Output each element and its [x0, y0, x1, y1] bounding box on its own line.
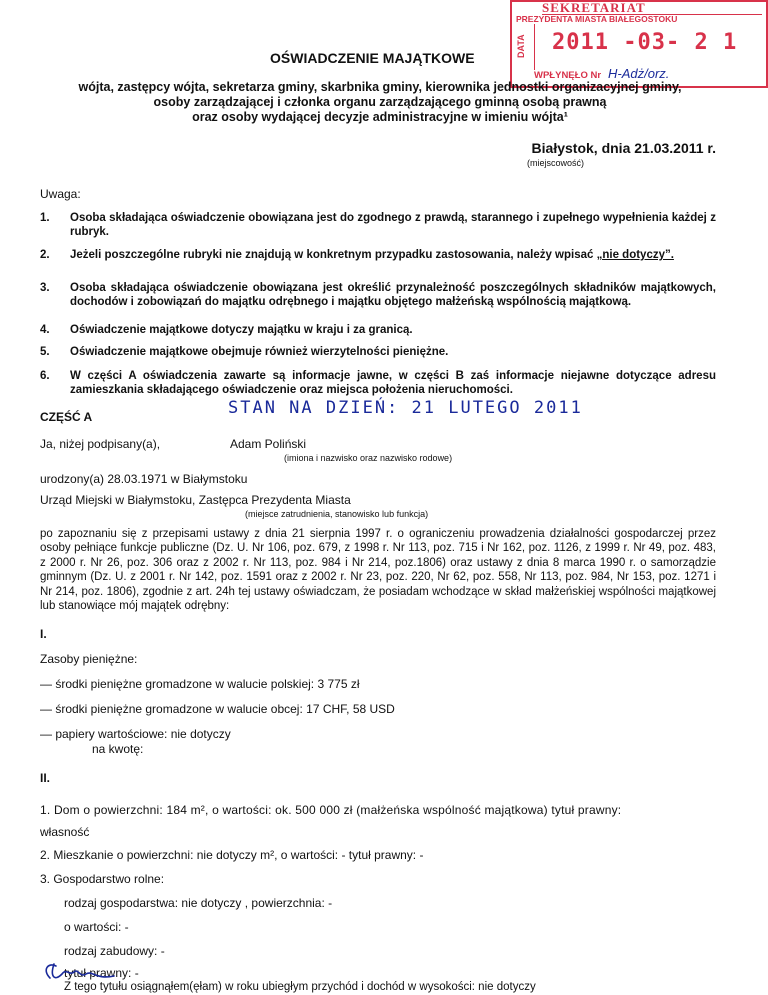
stamp-received-number: H-Adż/orz.	[608, 66, 670, 81]
cash-pln: — środki pieniężne gromadzone w walucie polskiej: 3 775 zł	[40, 677, 360, 691]
legal-paragraph: po zapoznaniu się z przepisami ustawy z dnia 21 sierpnia 1997 r. o ograniczeniu prowadzenia działalności gospodarczej przez osoby pełniące funkcje publiczne (Dz. U. Nr 106, poz. 679, z 1998 r. Nr 113, poz. 715 i Nr 162, poz. 1126, z 1999 r. Nr 49, poz. 483, z 2000 r. Nr 26, poz. 306 oraz z 2002 r. Nr 113, poz. 984 i Nr 214, poz.1806) oraz ustawy z dnia 8 marca 1990 r. o samorządzie gminnym (Dz. U. z 2001 r. Nr 142, poz. 1591 oraz z 2002 r. Nr 23, poz. 220, Nr 62, poz. 558, Nr 113, poz. 984, Nr 153, poz. 1271 i Nr 214, poz. 1806), zgodnie z art. 24h tej ustawy oświadczam, że posiadam wchodzące w skład małżeńskiej wspólności majątkowej lub stanowiące mój majątek odrębny:	[40, 528, 716, 613]
note-item-4	[40, 324, 716, 338]
note-text: Oświadczenie majątkowe dotyczy majątku w kraju i za granicą.	[70, 324, 413, 336]
note-number: 5.	[40, 346, 50, 358]
note-emphasis: „nie dotyczy”.	[596, 249, 674, 261]
note-text: Oświadczenie majątkowe obejmuje również wierzytelności pieniężne.	[70, 346, 449, 358]
note-text: Osoba składająca oświadczenie obowiązana jest określić przynależność poszczególnych składników majątkowych, dochodów i zobowiązań do majątku odrębnego i majątku objętego małżeńską wspólnością majątkową.	[70, 282, 716, 308]
stamp-received-label: WPŁYNĘŁO Nr	[534, 70, 602, 81]
note-number: 2.	[40, 249, 50, 261]
note-item-3	[40, 282, 716, 309]
farm-type: rodzaj gospodarstwa: nie dotyczy , powierzchnia: -	[64, 896, 333, 910]
name-hint: (imiona i nazwisko oraz nazwisko rodowe)	[284, 453, 453, 463]
place-date: Białystok, dnia 21.03.2011 r.	[531, 140, 716, 156]
stamp-divider	[534, 24, 535, 70]
subtitle-line-3: oraz osoby wydającej decyzje administracyjne w imieniu wójta¹	[192, 110, 568, 124]
subtitle-line-1: wójta, zastępcy wójta, sekretarza gminy, skarbnika gminy, kierownika jednostki organizacyjnej gminy,	[78, 80, 682, 94]
employer-info: Urząd Miejski w Białymstoku, Zastępca Prezydenta Miasta	[40, 493, 351, 507]
handwritten-date: STAN NA DZIEŃ: 21 LUTEGO 2011	[228, 398, 583, 418]
note-text: W części A oświadczenia zawarte są informacje jawne, w części B zaś informacje niejawne dotyczące adresu zamieszkania składającego oświadczenie oraz miejsca położenia nieruchomości.	[70, 370, 716, 396]
note-text-main: Jeżeli poszczególne rubryki nie znajdują w konkretnym przypadku zastosowania, należy wpisać	[70, 249, 597, 261]
note-item-5	[40, 346, 716, 360]
note-item-2	[40, 249, 716, 263]
note-number: 1.	[40, 212, 50, 224]
birth-info: urodzony(a) 28.03.1971 w Białymstoku	[40, 472, 248, 486]
note-number: 4.	[40, 324, 50, 336]
part-a-label: CZĘŚĆ A	[40, 410, 93, 424]
securities-amount: na kwotę:	[92, 742, 144, 756]
stamp-data-label: DATA	[516, 34, 526, 58]
note-text: Osoba składająca oświadczenie obowiązana jest do zgodnego z prawdą, starannego i zupełnego wypełnienia każdej z rubryk.	[70, 212, 716, 238]
cash-heading: Zasoby pieniężne:	[40, 652, 138, 666]
stamp-date: 2011 -03- 2 1	[552, 30, 738, 55]
note-number: 6.	[40, 370, 50, 382]
received-stamp	[510, 0, 768, 88]
signed-label: Ja, niżej podpisany(a),	[40, 437, 161, 451]
section-2-label: II.	[40, 771, 51, 785]
farm-heading: 3. Gospodarstwo rolne:	[40, 872, 165, 886]
declarant-name: Adam Poliński	[230, 437, 307, 451]
notes-label: Uwaga:	[40, 187, 81, 201]
farm-income: Z tego tytułu osiągnąłem(ęłam) w roku ubiegłym przychód i dochód w wysokości: nie dotyczy	[64, 981, 536, 993]
note-number: 3.	[40, 282, 50, 294]
signature-image	[40, 958, 120, 988]
note-item-6	[40, 370, 716, 397]
subtitle-line-2: osoby zarządzającej i członka organu zarządzającego gminną osobą prawną	[153, 95, 607, 109]
house-line: 1. Dom o powierzchni: 184 m², o wartości: ok. 500 000 zł (małżeńska wspólność majątkowa) tytuł prawny:	[40, 803, 622, 817]
place-hint: (miejscowość)	[527, 158, 585, 168]
document-title: OŚWIADCZENIE MAJĄTKOWE	[270, 50, 475, 66]
cash-foreign: — środki pieniężne gromadzone w walucie obcej: 17 CHF, 58 USD	[40, 702, 395, 716]
securities: — papiery wartościowe: nie dotyczy	[40, 727, 231, 741]
farm-buildings: rodzaj zabudowy: -	[64, 944, 165, 958]
stamp-subtitle: PREZYDENTA MIASTA BIAŁEGOSTOKU	[516, 14, 678, 24]
note-item-1	[40, 212, 716, 239]
employer-hint: (miejsce zatrudnienia, stanowisko lub funkcja)	[245, 509, 429, 519]
farm-title: tytuł prawny: -	[64, 966, 139, 980]
stamp-title: SEKRETARIAT	[542, 0, 646, 15]
flat-line: 2. Mieszkanie o powierzchni: nie dotyczy m², o wartości: - tytuł prawny: -	[40, 848, 424, 862]
farm-value: o wartości: -	[64, 920, 129, 934]
house-title: własność	[40, 825, 90, 839]
section-1-label: I.	[40, 627, 47, 641]
note-text	[70, 249, 716, 263]
